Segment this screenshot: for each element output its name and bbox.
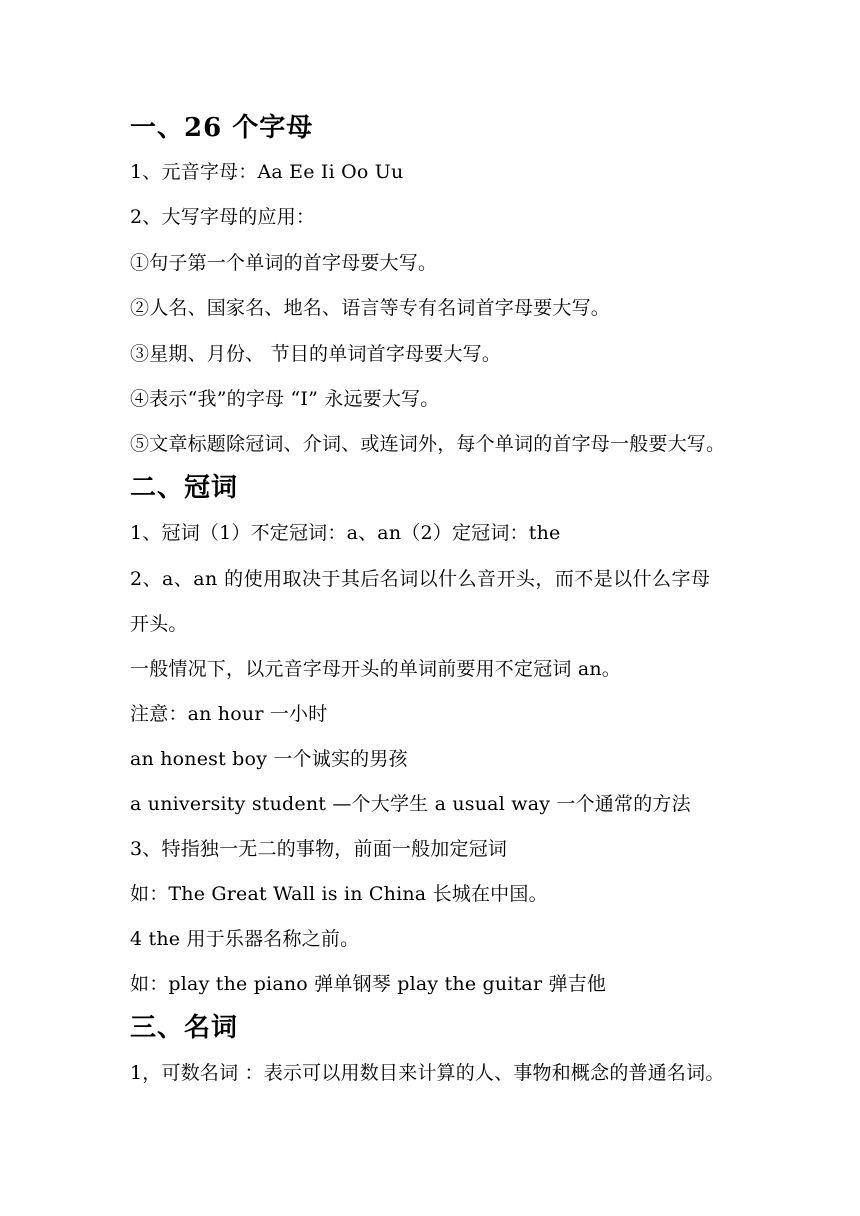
text-line: 4 the 用于乐器名称之前。 bbox=[130, 928, 360, 950]
text-line: 如：The Great Wall is in China 长城在中国。 bbox=[130, 883, 548, 905]
text-line: 1、冠词（1）不定冠词：a、an（2）定冠词：the bbox=[130, 522, 561, 544]
text-line: 2、a、an 的使用取决于其后名词以什么音开头，而不是以什么字母 bbox=[130, 568, 711, 590]
text-line: ②人名、国家名、地名、语言等专有名词首字母要大写。 bbox=[130, 297, 611, 319]
text-line: ③星期、月份、 节目的单词首字母要大写。 bbox=[130, 343, 502, 365]
text-line: a university student —个大学生 a usual way 一个通常的方法 bbox=[130, 793, 691, 815]
text-line: ④表示“我”的字母 “I” 永远要大写。 bbox=[130, 388, 440, 410]
section-heading-letters: 一、26 个字母 bbox=[130, 113, 314, 143]
text-line: 2、大写字母的应用： bbox=[130, 206, 316, 228]
text-line: 开头。 bbox=[130, 613, 188, 635]
section-heading-articles: 二、冠词 bbox=[130, 473, 239, 503]
text-line: ①句子第一个单词的首字母要大写。 bbox=[130, 252, 438, 274]
text-line: 如：play the piano 弹单钢琴 play the guitar 弹吉他 bbox=[130, 973, 607, 995]
text-line: 1、元音字母：Aa Ee Ii Oo Uu bbox=[130, 161, 404, 183]
text-line: an honest boy 一个诚实的男孩 bbox=[130, 748, 408, 770]
text-line: ⑤文章标题除冠词、介词、或连词外，每个单词的首字母一般要大写。 bbox=[130, 433, 726, 455]
text-line: 一般情况下，以元音字母开头的单词前要用不定冠词 an。 bbox=[130, 658, 622, 680]
text-line: 注意：an hour 一小时 bbox=[130, 703, 328, 725]
text-line: 3、特指独一无二的事物，前面一般加定冠词 bbox=[130, 838, 508, 860]
text-line: 1，可数名词 ：表示可以用数目来计算的人、事物和概念的普通名词。 bbox=[130, 1062, 725, 1084]
section-heading-nouns: 三、名词 bbox=[130, 1013, 239, 1043]
